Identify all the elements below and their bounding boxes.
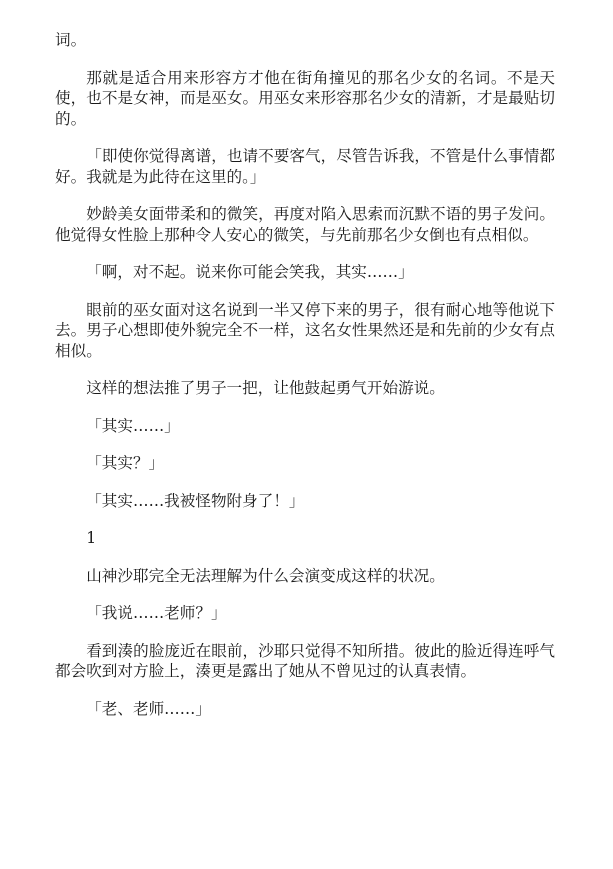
paragraph: 这样的想法推了男子一把，让他鼓起勇气开始游说。 [86, 379, 445, 397]
section-number: 1 [86, 529, 97, 547]
dialogue-paragraph: 「其实……」 [86, 416, 180, 435]
paragraph-continuation: 词。 [55, 31, 87, 49]
paragraph: 眼前的巫女面对这名说到一半又停下来的男子，很有耐心地等他说下去。男子心想即使外貌完全不一样，这名女性果然还是和先前的少女有点相似。 [55, 300, 555, 360]
paragraph: 看到湊的脸庞近在眼前，沙耶只觉得不知所措。彼此的脸近得连呼气都会吹到对方脸上，湊更是露出了她从不曾见过的认真表情。 [55, 641, 555, 680]
dialogue-paragraph: 「老、老师……」 [86, 699, 211, 718]
dialogue-paragraph: 「其实？」 [86, 454, 165, 472]
dialogue-paragraph: 「啊，对不起。说来你可能会笑我，其实……」 [86, 263, 414, 281]
dialogue-paragraph: 「其实……我被怪物附身了！」 [86, 491, 305, 510]
paragraph: 那就是适合用来形容方才他在街角撞见的那名少女的名词。不是天使，也不是女神，而是巫女。用巫女来形容那名少女的清新，才是最贴切的。 [55, 68, 555, 128]
document-page [55, 30, 555, 736]
dialogue-paragraph: 「我说……老师？」 [86, 604, 227, 622]
dialogue-paragraph: 「即使你觉得离谱，也请不要客气，尽管告诉我，不管是什么事情都好。我就是为此待在这里的。」 [55, 147, 555, 186]
paragraph: 妙龄美女面带柔和的微笑，再度对陷入思索而沉默不语的男子发问。他觉得女性脸上那种令人安心的微笑，与先前那名少女倒也有点相似。 [55, 205, 555, 244]
paragraph: 山神沙耶完全无法理解为什么会演变成这样的状况。 [86, 566, 445, 585]
